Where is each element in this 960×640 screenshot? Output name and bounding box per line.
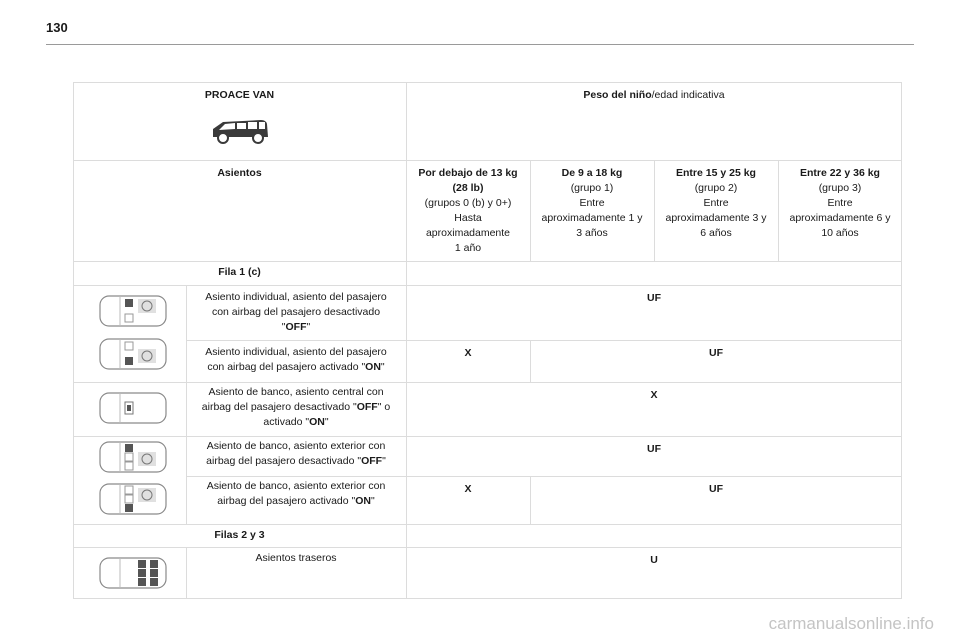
row-label-bold: OFF [361, 455, 383, 467]
row-0-label [186, 285, 406, 340]
group-title: Entre 15 y 25 kg [676, 167, 756, 179]
group-line: (grupos 0 (b) y 0+) [424, 197, 512, 209]
group-0-header [406, 160, 530, 261]
model-cell [73, 82, 406, 160]
row-label-text: " [382, 455, 386, 467]
group-3-header [778, 160, 902, 261]
row-label-text: Asientos traseros [255, 552, 337, 564]
row-4-value-0: X [464, 483, 472, 495]
row-label-text: Asiento de banco, asiento exterior con airbag del pasajero activado " [206, 480, 386, 507]
seats-header: Asientos [217, 167, 262, 179]
grid-line [530, 340, 531, 382]
model-name: PROACE VAN [204, 89, 275, 101]
row-label-bold: ON [309, 416, 325, 428]
grid-line [73, 382, 902, 383]
grid-line [186, 476, 902, 477]
row-label-bold: ON [355, 495, 371, 507]
row-3-value: UF [647, 443, 661, 455]
row-5-value: U [650, 554, 658, 566]
car-seat-diagram-icon [98, 294, 168, 328]
row-label-text: " [371, 495, 375, 507]
grid-line [73, 285, 902, 286]
grid-line [73, 524, 902, 525]
car-seat-diagram-icon [98, 391, 168, 425]
group-line: Entre [703, 197, 729, 209]
section-rows23: Filas 2 y 3 [214, 529, 265, 541]
grid-line [186, 547, 187, 599]
group-line: Entre [579, 197, 605, 209]
row-label-bold: OFF [356, 401, 378, 413]
grid-line [73, 261, 902, 262]
group-line: (grupo 1) [570, 182, 614, 194]
car-seat-diagram-icon [98, 337, 168, 371]
group-line: 3 años [576, 227, 608, 239]
row-label-bold: ON [365, 361, 381, 373]
group-1-header [530, 160, 654, 261]
group-line: 6 años [700, 227, 732, 239]
group-title: Por debajo de 13 kg (28 lb) [418, 167, 518, 194]
group-title: Entre 22 y 36 kg [800, 167, 880, 179]
watermark: carmanualsonline.info [768, 614, 934, 633]
section-row1: Fila 1 (c) [218, 266, 261, 278]
header-rule [46, 44, 914, 45]
group-line: 1 año [454, 242, 482, 254]
row-label-bold: OFF [285, 321, 307, 333]
row-label-text: " [380, 361, 385, 373]
group-line: Entre [827, 197, 853, 209]
page-number: 130 [46, 20, 68, 35]
group-2-header [654, 160, 778, 261]
grid-line [406, 82, 407, 599]
row-4-label [186, 476, 406, 524]
weight-header-rest: /edad indicativa [651, 89, 725, 101]
grid-line [186, 340, 902, 341]
grid-line [530, 160, 531, 261]
row-0-value: UF [647, 292, 661, 304]
group-line: aproximadamente [425, 227, 511, 239]
row-1-value-0: X [464, 347, 472, 359]
grid-line [530, 476, 531, 524]
group-line: 10 años [821, 227, 859, 239]
child-seat-table [73, 82, 902, 599]
van-icon [209, 115, 271, 145]
row-5-label [186, 547, 406, 599]
row-label-text: Asiento individual, asiento del pasajero con airbag del pasajero desactivado " [205, 291, 387, 333]
grid-line [778, 160, 779, 261]
group-line: aproximadamente 6 y [789, 212, 891, 224]
group-line: (grupo 3) [818, 182, 862, 194]
row-2-value: X [650, 389, 658, 401]
car-seat-diagram-icon [98, 482, 168, 516]
group-line: Hasta [454, 212, 482, 224]
grid-line [73, 547, 902, 548]
weight-header-bold: Peso del niño [583, 89, 652, 101]
grid-line [73, 436, 902, 437]
row-label-text: Asiento individual, asiento del pasajero con airbag del pasajero activado " [205, 346, 387, 373]
group-line: (grupo 2) [694, 182, 738, 194]
car-seat-diagram-icon [98, 556, 168, 590]
row-1-value-1: UF [709, 347, 723, 359]
group-line: aproximadamente 3 y [665, 212, 767, 224]
row-3-label [186, 436, 406, 476]
group-title: De 9 a 18 kg [561, 167, 623, 179]
row-2-label [186, 382, 406, 436]
row-label-text: " [306, 321, 311, 333]
row-4-value-1: UF [709, 483, 723, 495]
car-seat-diagram-icon [98, 440, 168, 474]
row-label-text: Asiento de banco, asiento central con airbag del pasajero desactivado " [201, 386, 384, 413]
row-1-label [186, 340, 406, 382]
grid-line [654, 160, 655, 261]
row-label-text: " [324, 416, 329, 428]
row-label-text: Asiento de banco, asiento exterior con airbag del pasajero desactivado " [206, 440, 386, 467]
row-label-text: " o activado " [263, 401, 391, 428]
weight-header [406, 82, 902, 160]
grid-line [186, 285, 187, 524]
group-line: aproximadamente 1 y [541, 212, 643, 224]
